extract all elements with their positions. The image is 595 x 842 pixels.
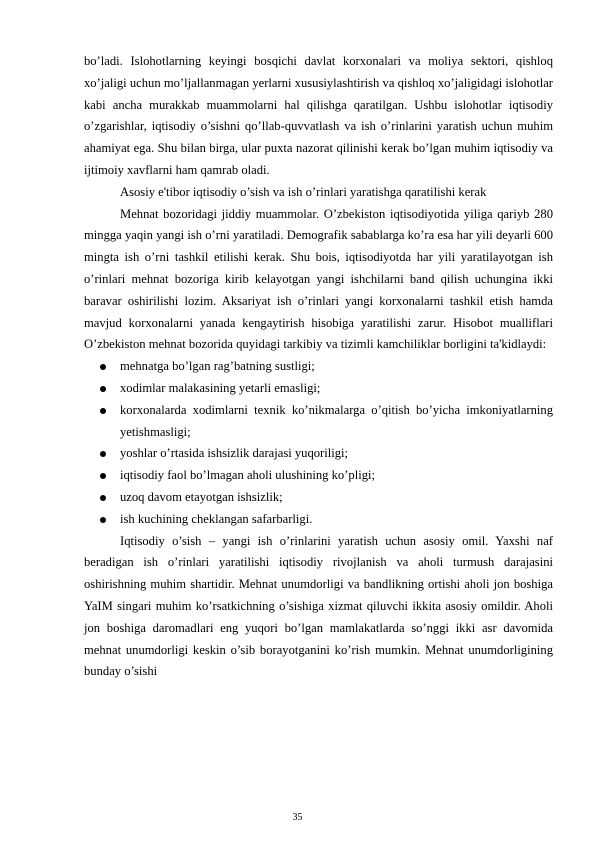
bullet-icon <box>100 386 106 392</box>
list-item <box>84 487 553 509</box>
paragraph-reforms: bo’ladi. Islohotlarning keyingi bosqichi davlat korxonalari va moliya sektori, qishloq xo’jaligi uchun mo’ljallanmagan yerlarni xususiylashtirish va qishloq xo’jaligidagi islohotlar kabi ancha murakkab muammolarni hal qilishga qaratilgan. Ushbu islohotlar iqtisodiy o’zgarishlar, iqtisodiy o’sishni qo’llab-quvvatlash va ish o’rinlarini yaratish uchun muhim ahamiyat ega. Shu bilan birga, ular puxta nazorat qilinishi kerak bo’lgan muhim iqtisodiy va ijtimoiy xavflarni ham qamrab oladi. <box>84 54 553 177</box>
list-item <box>84 356 553 378</box>
bullet-icon <box>100 408 106 414</box>
paragraph-labor-market: Mehnat bozoridagi jiddiy muammolar. O’zbekiston iqtisodiyotida yiliga qariyb 280 mingga yaqin yangi ish o’rni yaratiladi. Demografik sabablarga ko’ra esa har yili deyarli 600 mingta ish o’rni tashkil etilishi kerak. Shu bois, iqtisodiyotda har yili yaratilayotgan ish o’rinlari mehnat bozoriga kirib kelayotgan yangi ishchilarni band qilish uchungina ikki baravar oshirilishi lozim. Aksariyat ish o’rinlari yangi korxonalarni tashkil etish hamda mavjud korxonalarni yanada kengaytirish hisobiga yaratilishi zarur. Hisobot mualliflari O’zbekiston mehnat bozorida quyidagi tarkibiy va tizimli kamchiliklar borligini ta'kidlaydi: <box>84 206 553 352</box>
body-text <box>84 51 553 683</box>
list-item-text: iqtisodiy faol bo’lmagan aholi ulushining ko’pligi; <box>120 468 375 483</box>
section-heading: Asosiy e'tibor iqtisodiy o’sish va ish o’rinlari yaratishga qaratilishi kerak <box>120 184 487 199</box>
bullet-icon <box>100 451 106 457</box>
bullet-icon <box>100 364 106 370</box>
list-item <box>84 400 553 444</box>
list-item-text: yoshlar o’rtasida ishsizlik darajasi yuqoriligi; <box>120 446 349 461</box>
bullet-icon <box>100 517 106 523</box>
list-item-text: uzoq davom etayotgan ishsizlik; <box>120 489 283 504</box>
paragraph-economic-growth: Iqtisodiy o’sish – yangi ish o’rinlarini yaratish uchun asosiy omil. Yaxshi naf beradigan ish o’rinlari yaratilishi iqtisodiy rivojlanish va aholi turmush darajasini oshirishning muhim shartidir. Mehnat unumdorligi va bandlikning ortishi aholi jon boshiga YaIM singari muhim ko’rsatkichning o’sishiga xizmat qiluvchi ikkita asosiy omildir. Aholi jon boshiga daromadlari eng yuqori bo’lgan mamlakatlarda so’nggi ikki asr davomida mehnat unumdorligi keskin o’sib borayotganini ko’rish mumkin. Mehnat unumdorligining bunday o’sishi <box>84 533 553 679</box>
bullet-icon <box>100 495 106 501</box>
list-item <box>84 465 553 487</box>
list-item-text: ish kuchining cheklangan safarbarligi. <box>120 511 313 526</box>
list-item-text: mehnatga bo’lgan rag’batning sustligi; <box>120 359 315 374</box>
list-item-text: xodimlar malakasining yetarli emasligi; <box>120 380 321 395</box>
list-item <box>84 378 553 400</box>
page-number: 35 <box>292 812 303 823</box>
list-item <box>84 509 553 531</box>
bullet-icon <box>100 473 106 479</box>
shortcomings-list <box>84 356 553 530</box>
list-item <box>84 443 553 465</box>
list-item-text: korxonalarda xodimlarni texnik ko’nikmalarga o’qitish bo’yicha imkoniyatlarning yetishmasligi; <box>120 402 553 439</box>
